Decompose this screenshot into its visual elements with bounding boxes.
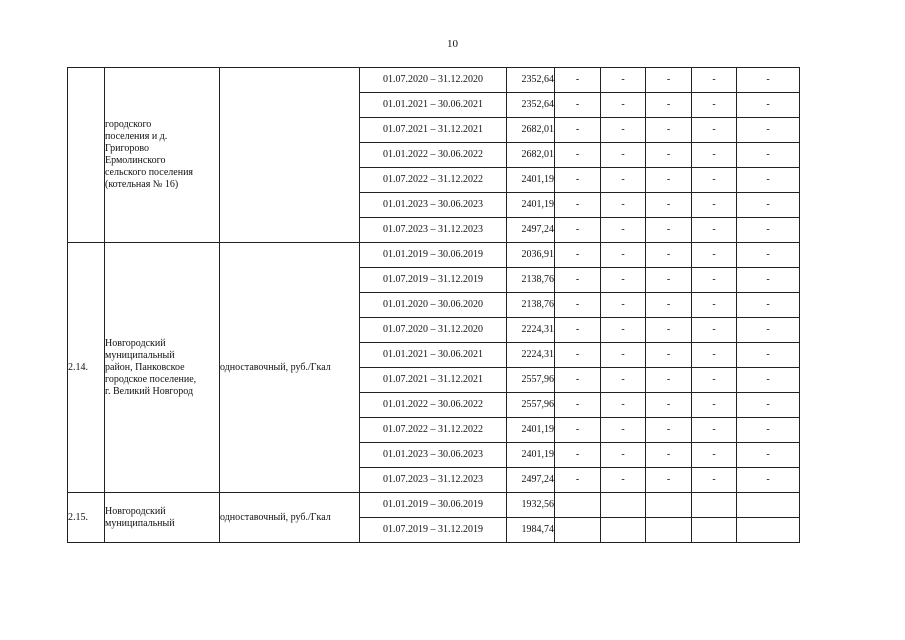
organization-line: сельского поселения	[105, 167, 194, 178]
value-cell: -	[601, 143, 646, 168]
page-number: 10	[447, 38, 458, 50]
value-cell: -	[646, 143, 692, 168]
value-cell: -	[692, 168, 737, 193]
value-cell	[555, 518, 601, 543]
organization-line: муниципальный	[105, 517, 175, 529]
value-cell: -	[601, 468, 646, 493]
value-cell: -	[737, 268, 800, 293]
value-cell: -	[692, 193, 737, 218]
value-cell: -	[601, 318, 646, 343]
price-cell: 2401,19	[507, 418, 555, 443]
organization-line: (котельная № 16)	[105, 179, 179, 190]
tariff-unit: одноставочный, руб./Гкал	[220, 243, 360, 493]
value-cell	[601, 518, 646, 543]
value-cell: -	[601, 268, 646, 293]
value-cell: -	[601, 68, 646, 93]
value-cell: -	[646, 468, 692, 493]
period-cell: 01.07.2021 – 31.12.2021	[360, 368, 507, 393]
price-cell: 2682,01	[507, 143, 555, 168]
organization-line: городское поселение,	[105, 373, 197, 385]
table-row	[68, 68, 800, 93]
organization-line: г. Великий Новгород	[105, 385, 194, 397]
value-cell: -	[737, 418, 800, 443]
value-cell: -	[692, 293, 737, 318]
value-cell: -	[646, 343, 692, 368]
value-cell: -	[737, 468, 800, 493]
tariff-unit	[220, 68, 360, 243]
period-cell: 01.01.2021 – 30.06.2021	[360, 343, 507, 368]
value-cell: -	[692, 118, 737, 143]
value-cell: -	[737, 443, 800, 468]
value-cell	[646, 518, 692, 543]
period-cell: 01.01.2021 – 30.06.2021	[360, 93, 507, 118]
period-cell: 01.01.2022 – 30.06.2022	[360, 393, 507, 418]
value-cell: -	[646, 393, 692, 418]
price-cell: 2401,19	[507, 193, 555, 218]
period-cell: 01.07.2019 – 31.12.2019	[360, 268, 507, 293]
value-cell: -	[737, 143, 800, 168]
value-cell: -	[692, 468, 737, 493]
value-cell: -	[646, 243, 692, 268]
price-cell: 2682,01	[507, 118, 555, 143]
value-cell: -	[692, 368, 737, 393]
value-cell: -	[737, 293, 800, 318]
value-cell: -	[692, 243, 737, 268]
value-cell: -	[555, 318, 601, 343]
organization-line: район, Панковское	[105, 361, 185, 373]
organization-cell	[105, 493, 220, 543]
price-cell: 2224,31	[507, 343, 555, 368]
value-cell: -	[601, 118, 646, 143]
value-cell: -	[737, 243, 800, 268]
value-cell: -	[601, 168, 646, 193]
tariff-table	[67, 67, 800, 543]
price-cell: 1984,74	[507, 518, 555, 543]
value-cell: -	[555, 268, 601, 293]
period-cell: 01.01.2022 – 30.06.2022	[360, 143, 507, 168]
value-cell: -	[646, 368, 692, 393]
value-cell: -	[646, 168, 692, 193]
value-cell: -	[737, 218, 800, 243]
period-cell: 01.07.2020 – 31.12.2020	[360, 318, 507, 343]
value-cell: -	[692, 268, 737, 293]
value-cell: -	[646, 293, 692, 318]
period-cell: 01.01.2023 – 30.06.2023	[360, 193, 507, 218]
value-cell: -	[646, 268, 692, 293]
item-number: 2.15.	[68, 493, 105, 543]
item-number: 2.14.	[68, 243, 105, 493]
period-cell: 01.01.2019 – 30.06.2019	[360, 243, 507, 268]
value-cell: -	[601, 393, 646, 418]
table-row	[68, 493, 800, 518]
value-cell	[601, 493, 646, 518]
value-cell: -	[601, 343, 646, 368]
value-cell: -	[601, 93, 646, 118]
value-cell: -	[555, 93, 601, 118]
period-cell: 01.07.2021 – 31.12.2021	[360, 118, 507, 143]
value-cell: -	[555, 243, 601, 268]
value-cell: -	[737, 93, 800, 118]
value-cell	[737, 493, 800, 518]
value-cell: -	[601, 418, 646, 443]
period-cell: 01.01.2020 – 30.06.2020	[360, 293, 507, 318]
period-cell: 01.07.2023 – 31.12.2023	[360, 218, 507, 243]
value-cell: -	[601, 243, 646, 268]
price-cell: 2497,24	[507, 218, 555, 243]
value-cell: -	[555, 468, 601, 493]
organization-line: городского	[105, 119, 152, 130]
value-cell: -	[646, 218, 692, 243]
price-cell: 2497,24	[507, 468, 555, 493]
value-cell: -	[601, 293, 646, 318]
organization-cell	[105, 68, 220, 243]
value-cell: -	[737, 68, 800, 93]
value-cell: -	[692, 393, 737, 418]
value-cell: -	[692, 443, 737, 468]
value-cell	[646, 493, 692, 518]
value-cell: -	[646, 418, 692, 443]
value-cell: -	[692, 68, 737, 93]
value-cell: -	[737, 393, 800, 418]
value-cell: -	[646, 93, 692, 118]
tariff-unit: одноставочный, руб./Гкал	[220, 493, 360, 543]
value-cell	[555, 493, 601, 518]
value-cell: -	[692, 143, 737, 168]
price-cell: 2352,64	[507, 93, 555, 118]
period-cell: 01.07.2022 – 31.12.2022	[360, 168, 507, 193]
price-cell: 2352,64	[507, 68, 555, 93]
value-cell: -	[692, 318, 737, 343]
value-cell: -	[737, 343, 800, 368]
organization-line: муниципальный	[105, 349, 175, 361]
price-cell: 2036,91	[507, 243, 555, 268]
value-cell: -	[646, 443, 692, 468]
price-cell: 2138,76	[507, 268, 555, 293]
table-row	[68, 243, 800, 268]
organization-line: Новгородский	[105, 505, 166, 517]
value-cell: -	[692, 93, 737, 118]
value-cell: -	[555, 143, 601, 168]
value-cell: -	[692, 418, 737, 443]
value-cell: -	[555, 443, 601, 468]
item-number	[68, 68, 105, 243]
tariff-table-body	[68, 68, 800, 543]
value-cell: -	[646, 193, 692, 218]
period-cell: 01.01.2019 – 30.06.2019	[360, 493, 507, 518]
value-cell: -	[646, 318, 692, 343]
value-cell: -	[555, 168, 601, 193]
period-cell: 01.07.2020 – 31.12.2020	[360, 68, 507, 93]
price-cell: 2401,19	[507, 443, 555, 468]
value-cell: -	[601, 218, 646, 243]
value-cell: -	[601, 443, 646, 468]
value-cell: -	[555, 293, 601, 318]
value-cell: -	[646, 118, 692, 143]
value-cell: -	[555, 368, 601, 393]
value-cell: -	[555, 343, 601, 368]
value-cell: -	[601, 368, 646, 393]
organization-cell	[105, 243, 220, 493]
value-cell: -	[692, 343, 737, 368]
period-cell: 01.07.2022 – 31.12.2022	[360, 418, 507, 443]
value-cell: -	[646, 68, 692, 93]
organization-line: поселения и д.	[105, 131, 168, 142]
value-cell: -	[555, 68, 601, 93]
value-cell: -	[737, 193, 800, 218]
value-cell: -	[737, 318, 800, 343]
organization-line: Новгородский	[105, 337, 166, 349]
value-cell	[692, 518, 737, 543]
value-cell: -	[555, 118, 601, 143]
period-cell: 01.07.2023 – 31.12.2023	[360, 468, 507, 493]
organization-line: Ермолинского	[105, 155, 166, 166]
price-cell: 2557,96	[507, 393, 555, 418]
value-cell: -	[737, 368, 800, 393]
price-cell: 2224,31	[507, 318, 555, 343]
value-cell	[692, 493, 737, 518]
value-cell: -	[555, 218, 601, 243]
value-cell: -	[555, 393, 601, 418]
period-cell: 01.07.2019 – 31.12.2019	[360, 518, 507, 543]
period-cell: 01.01.2023 – 30.06.2023	[360, 443, 507, 468]
price-cell: 2557,96	[507, 368, 555, 393]
value-cell	[737, 518, 800, 543]
organization-line: Григорово	[105, 143, 150, 154]
value-cell: -	[555, 193, 601, 218]
price-cell: 2138,76	[507, 293, 555, 318]
value-cell: -	[555, 418, 601, 443]
value-cell: -	[737, 118, 800, 143]
value-cell: -	[692, 218, 737, 243]
price-cell: 2401,19	[507, 168, 555, 193]
price-cell: 1932,56	[507, 493, 555, 518]
value-cell: -	[737, 168, 800, 193]
value-cell: -	[601, 193, 646, 218]
